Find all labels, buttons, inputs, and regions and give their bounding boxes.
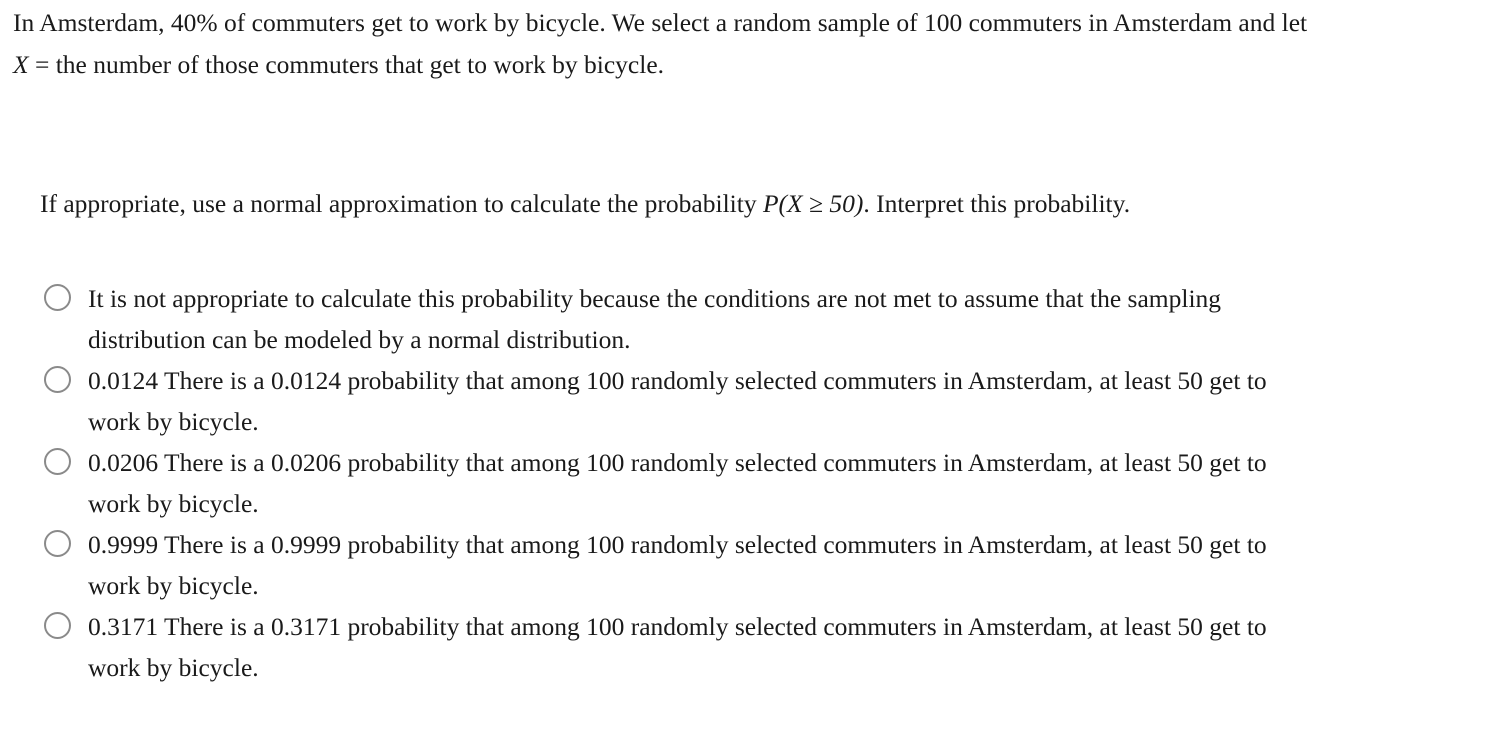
radio-button[interactable] [44,284,71,311]
answer-option-not-appropriate[interactable] [42,279,1442,361]
answer-option-0-3171[interactable] [42,607,1442,689]
answer-option-label [88,442,1438,524]
problem-statement-line-1: In Amsterdam, 40% of commuters get to work by bicycle. We select a random sample of 100 commuters in Amsterdam and let [13,8,1308,37]
question-text-before: If appropriate, use a normal approximation to calculate the probability [40,189,763,218]
probability-expression: P(X ≥ 50) [762,189,864,218]
radio-button[interactable] [44,530,71,557]
answer-option-line-2: work by bicycle. [88,489,259,518]
answer-option-0-0206[interactable] [42,443,1442,525]
answer-option-line-1: 0.3171 There is a 0.3171 probability that among 100 randomly selected commuters in Amsterdam, at least 50 get to [88,612,1267,641]
answer-option-label [88,606,1438,688]
radio-button[interactable] [44,448,71,475]
answer-option-line-1: 0.0124 There is a 0.0124 probability that among 100 randomly selected commuters in Amsterdam, at least 50 get to [88,366,1267,395]
radio-button[interactable] [44,366,71,393]
variable-x: X [13,50,29,79]
answer-option-line-2: distribution can be modeled by a normal distribution. [88,325,631,354]
radio-button[interactable] [44,612,71,639]
variable-definition: = the number of those commuters that get to work by bicycle. [28,50,665,79]
question-text-after: . Interpret this probability. [863,189,1131,218]
answer-option-line-2: work by bicycle. [88,653,259,682]
answer-option-line-1: 0.9999 There is a 0.9999 probability that among 100 randomly selected commuters in Amsterdam, at least 50 get to [88,530,1267,559]
problem-statement [13,2,1483,86]
answer-option-label [88,278,1438,360]
answer-option-line-2: work by bicycle. [88,407,259,436]
answer-options [42,279,1442,689]
problem-statement-line-2 [13,44,1483,86]
answer-option-line-2: work by bicycle. [88,571,259,600]
answer-option-label [88,360,1438,442]
question-prompt [40,183,1130,225]
answer-option-0-9999[interactable] [42,525,1442,607]
answer-option-line-1: It is not appropriate to calculate this probability because the conditions are not met to assume that the sampling [88,284,1222,313]
answer-option-line-1: 0.0206 There is a 0.0206 probability that among 100 randomly selected commuters in Amsterdam, at least 50 get to [88,448,1267,477]
answer-option-label [88,524,1438,606]
answer-option-0-0124[interactable] [42,361,1442,443]
